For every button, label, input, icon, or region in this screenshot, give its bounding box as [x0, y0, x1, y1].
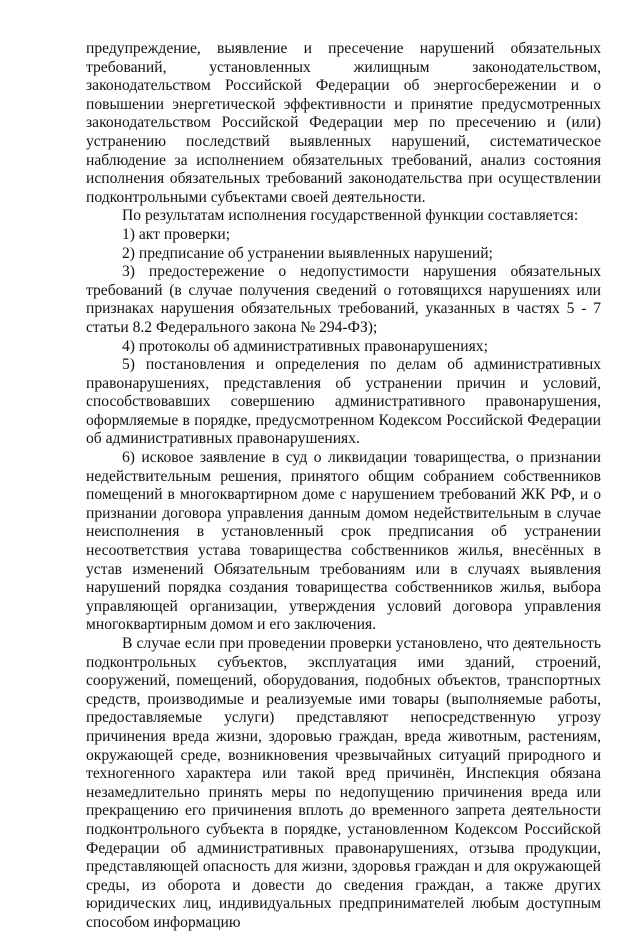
- list-item-order: 2) предписание об устранении выявленных нарушений;: [122, 244, 493, 262]
- list-item-resolutions: 5) постановления и определения по делам об административных правонарушениях, представления об устранении причин и условий, способствовавших совершению административного правонарушения, оформляемые в порядке, предусмотренном Кодексом Российской Федерации об административных правонарушениях.: [86, 356, 601, 448]
- paragraph-intro: предупреждение, выявление и пресечение нарушений обязательных требований, установленных жилищным законодательством, законодательством Российской Федерации об энергосбережении и о повышении энергетической эффективности и принятие предусмотренных законодательством Российской Федерации мер по пресечению и (или) устранению последствий выявленных нарушений, систематическое наблюдение за исполнением обязательных требований, анализ состояния исполнения обязательных требований законодательства при осуществлении подконтрольными субъектами своей деятельности.: [86, 40, 601, 206]
- paragraph-results-heading: По результатам исполнения государственной функции составляется:: [122, 207, 579, 225]
- list-item-warning: 3) предостережение о недопустимости нарушения обязательных требований (в случае получения сведений о готовящихся нарушениях или признаках нарушения обязательных требований, указанных в частях 5 - 7 статьи 8.2 Федерального закона № 294-ФЗ);: [86, 263, 601, 336]
- list-item-inspection-act: 1) акт проверки;: [122, 225, 231, 243]
- paragraph-harm-prevention: В случае если при проведении проверки установлено, что деятельность подконтрольных субъектов, эксплуатация ими зданий, строений, сооружений, помещений, оборудования, подобных объектов, транспортных средств, производимые и реализуемые ими товары (выполняемые работы, предоставляемые услуги) представляют непосредственную угрозу причинения вреда жизни, здоровью граждан, вреда животным, растениям, окружающей среде, возникновения чрезвычайных ситуаций природного и техногенного характера или такой вред причинён, Инспекция обязана незамедлительно принять меры по недопущению причинения вреда или прекращению его причинения вплоть до временного запрета деятельности подконтрольного субъекта в порядке, установленном Кодексом Российской Федерации об административных правонарушениях, отзыва продукции, представляющей опасность для жизни, здоровья граждан и для окружающей среды, из оборота и довести до сведения граждан, а также других юридических лиц, индивидуальных предпринимателей любым доступным способом информацию: [86, 635, 601, 931]
- list-item-protocols: 4) протоколы об административных правонарушениях;: [122, 337, 488, 355]
- document-body: [86, 40, 601, 933]
- list-item-lawsuit: 6) исковое заявление в суд о ликвидации товарищества, о признании недействительным решения, принятого общим собранием собственников помещений в многоквартирном доме с нарушением требований ЖК РФ, и о признании договора управления данным домом недействительным в случае неисполнения в установленный срок предписания об устранении несоответствия устава товарищества собственников жилья, внесённых в устав изменений Обязательным требованиям или в случаях выявления нарушений порядка создания товарищества собственников жилья, выбора управляющей организации, утверждения условий договора управления многоквартирным домом и его заключения.: [86, 449, 601, 634]
